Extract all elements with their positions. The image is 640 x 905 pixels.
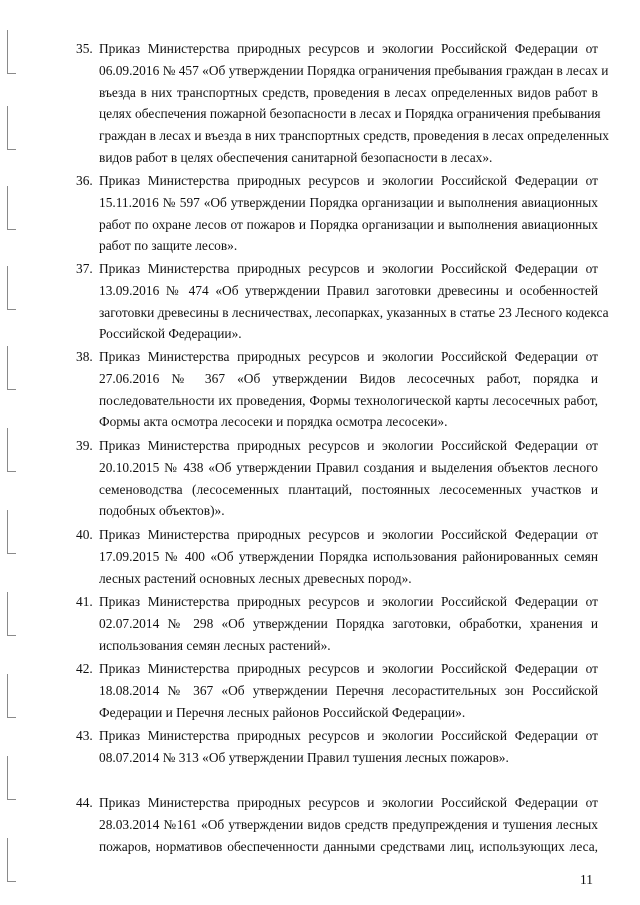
list-item bbox=[76, 725, 598, 769]
list-item bbox=[76, 435, 598, 522]
item-text-line: въезда в них транспортных средств, проведения в лесах определенных видов работ в bbox=[99, 84, 598, 100]
item-text-line: граждан в лесах и въезда в них транспортных средств, проведения в лесах определенных bbox=[99, 128, 609, 144]
list-item bbox=[76, 38, 609, 169]
item-text-line: 28.03.2014 №161 «Об утверждении видов средств предупреждения и тушения лесных bbox=[99, 816, 598, 832]
item-text-line: семеноводства (лесосеменных плантаций, постоянных лесосеменных участков и bbox=[99, 481, 598, 497]
item-text-line: подобных объектов)». bbox=[99, 503, 225, 519]
margin-mark bbox=[7, 186, 16, 230]
item-text-line: Приказ Министерства природных ресурсов и экологии Российской Федерации от bbox=[99, 661, 598, 676]
list-item bbox=[76, 258, 609, 345]
item-text-line: лесных растений основных лесных древесных пород». bbox=[99, 570, 412, 586]
item-text-line: 13.09.2016 № 474 «Об утверждении Правил заготовки древесины и особенностей bbox=[99, 282, 598, 298]
item-text-line: Приказ Министерства природных ресурсов и экологии Российской Федерации от bbox=[99, 728, 598, 743]
margin-mark bbox=[7, 674, 16, 718]
item-text-line: 02.07.2014 № 298 «Об утверждении Порядка заготовки, обработки, хранения и bbox=[99, 615, 598, 631]
item-text-line: Приказ Министерства природных ресурсов и экологии Российской Федерации от bbox=[99, 527, 598, 542]
item-text-line: видов работ в целях обеспечения санитарной безопасности в лесах». bbox=[99, 149, 493, 165]
item-text-line: Формы акта осмотра лесосеки и порядка осмотра лесосеки». bbox=[99, 414, 448, 430]
item-text-line: Приказ Министерства природных ресурсов и экологии Российской Федерации от bbox=[99, 41, 598, 56]
binding-margin-marks bbox=[0, 0, 40, 905]
item-number: 38. bbox=[76, 349, 93, 364]
item-number: 36. bbox=[76, 173, 93, 188]
item-number: 43. bbox=[76, 728, 93, 743]
item-text-line: Приказ Министерства природных ресурсов и экологии Российской Федерации от bbox=[99, 261, 598, 276]
margin-mark bbox=[7, 510, 16, 554]
item-text-line: работ по защите лесов». bbox=[99, 238, 238, 254]
item-number: 40. bbox=[76, 527, 93, 542]
item-text-line: 15.11.2016 № 597 «Об утверждении Порядка организации и выполнения авиационных bbox=[99, 194, 598, 210]
item-text-line: Приказ Министерства природных ресурсов и экологии Российской Федерации от bbox=[99, 594, 598, 609]
item-text-line: 08.07.2014 № 313 «Об утверждении Правил тушения лесных пожаров». bbox=[99, 749, 509, 765]
item-text-line: 20.10.2015 № 438 «Об утверждении Правил создания и выделения объектов лесного bbox=[99, 459, 598, 475]
item-text-line: целях обеспечения пожарной безопасности в лесах и Порядка ограничения пребывания bbox=[99, 106, 601, 122]
item-number: 35. bbox=[76, 41, 93, 56]
list-item bbox=[76, 658, 598, 723]
item-text-line: пожаров, нормативов обеспеченности данными средствами лиц, использующих леса, bbox=[99, 838, 598, 854]
item-text-line: использования семян лесных растений». bbox=[99, 637, 331, 653]
margin-mark bbox=[7, 30, 16, 74]
item-text-line: 06.09.2016 № 457 «Об утверждении Порядка ограничения пребывания граждан в лесах и bbox=[99, 62, 609, 78]
item-text-line: 27.06.2016 № 367 «Об утверждении Видов лесосечных работ, порядка и bbox=[99, 370, 598, 386]
list-item bbox=[76, 346, 598, 433]
margin-mark bbox=[7, 106, 16, 150]
item-text-line: 17.09.2015 № 400 «Об утверждении Порядка использования районированных семян bbox=[99, 548, 598, 564]
item-text-line: заготовки древесины в лесничествах, лесопарках, указанных в статье 23 Лесного кодекса bbox=[99, 304, 609, 320]
item-text-line: Приказ Министерства природных ресурсов и экологии Российской Федерации от bbox=[99, 438, 598, 453]
list-item bbox=[76, 591, 598, 656]
item-text-line: 18.08.2014 № 367 «Об утверждении Перечня лесорастительных зон Российской bbox=[99, 682, 598, 698]
margin-mark bbox=[7, 756, 16, 800]
item-text-line: Приказ Министерства природных ресурсов и экологии Российской Федерации от bbox=[99, 349, 598, 364]
item-number: 44. bbox=[76, 795, 93, 810]
list-item bbox=[76, 170, 598, 257]
margin-mark bbox=[7, 428, 16, 472]
item-text-line: Приказ Министерства природных ресурсов и экологии Российской Федерации от bbox=[99, 795, 598, 810]
margin-mark bbox=[7, 266, 16, 310]
list-item bbox=[76, 524, 598, 589]
margin-mark bbox=[7, 592, 16, 636]
item-text-line: Федерации и Перечня лесных районов Российской Федерации». bbox=[99, 704, 466, 720]
item-text-line: Приказ Министерства природных ресурсов и экологии Российской Федерации от bbox=[99, 173, 598, 188]
item-number: 41. bbox=[76, 594, 93, 609]
item-number: 42. bbox=[76, 661, 93, 676]
margin-mark bbox=[7, 346, 16, 390]
item-text-line: работ по охране лесов от пожаров и Порядка организации и выполнения авиационных bbox=[99, 216, 598, 232]
item-text-line: Российской Федерации». bbox=[99, 326, 242, 342]
margin-mark bbox=[7, 838, 16, 882]
item-number: 39. bbox=[76, 438, 93, 453]
item-text-line: последовательности их проведения, Формы технологической карты лесосечных работ, bbox=[99, 392, 598, 408]
item-number: 37. bbox=[76, 261, 93, 276]
list-item bbox=[76, 792, 598, 857]
page-number: 11 bbox=[580, 872, 593, 887]
